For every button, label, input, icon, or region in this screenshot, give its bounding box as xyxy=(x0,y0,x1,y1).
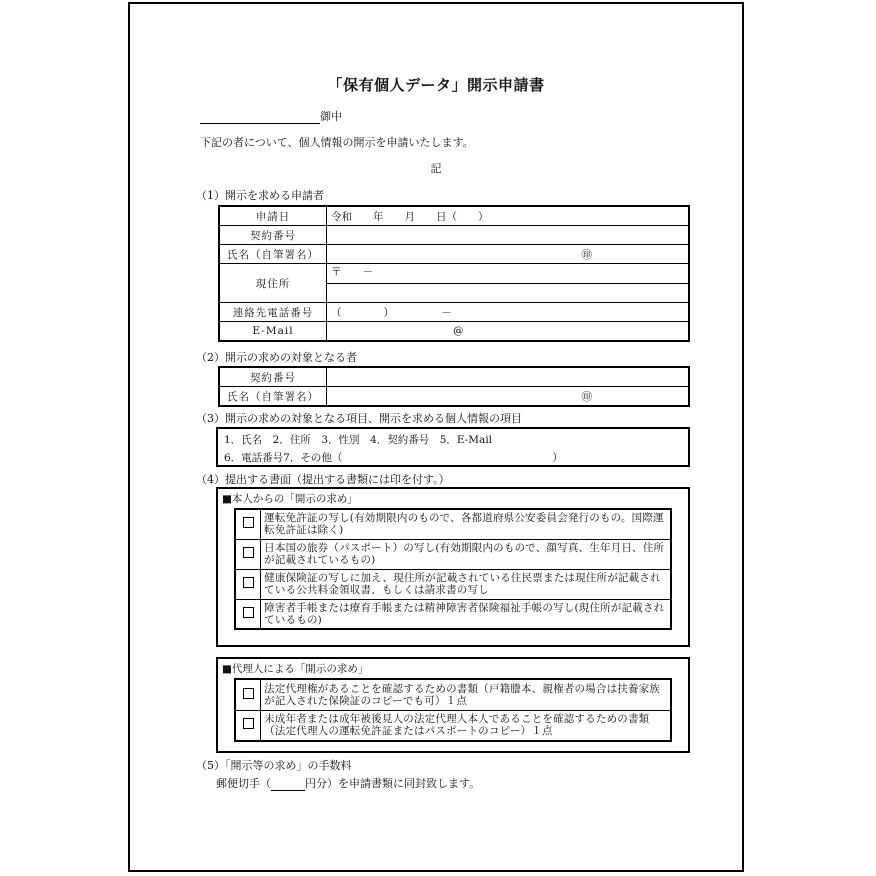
item-text: 運転免許証の写し(有効期限内のもので、各都道府県公安委員会発行のもの。国際運転免許証は除く) xyxy=(261,509,671,539)
list-item xyxy=(235,679,671,710)
seal-mark: ㊞ xyxy=(581,390,592,403)
checkbox-icon xyxy=(243,547,254,558)
ki-heading: 記 xyxy=(430,162,442,175)
form-page xyxy=(128,2,744,872)
item-text: 障害者手帳または療育手帳または精神障害者保険福祉手帳の写し(現住所が記載されているもの) xyxy=(261,599,671,629)
list-item xyxy=(235,710,671,741)
items-line2[interactable]: 6．電話番号7．その他（ ） xyxy=(224,452,563,464)
items-box xyxy=(216,427,690,467)
list-item xyxy=(235,539,671,569)
section3-heading: （3）開示の求めの対象となる項目、開示を求める個人情報の項目 xyxy=(196,412,522,425)
name-field[interactable] xyxy=(327,245,690,264)
subject-contract-label: 契約番号 xyxy=(219,367,327,387)
postal-field[interactable]: 〒 － xyxy=(327,264,690,284)
item-text: 健康保険証の写しに加え、現住所が記載されている住民票または現住所が記載されている公共料金領収書、もしくは請求書の写し xyxy=(261,569,671,599)
intro-text: 下記の者について、個人情報の開示を申請いたします。 xyxy=(200,136,474,149)
agent-request-box xyxy=(216,657,690,753)
agent-request-heading: ■代理人による「開示の求め」 xyxy=(222,663,369,675)
addressee-blank[interactable] xyxy=(200,111,320,124)
application-date-field[interactable]: 令和 年 月 日（ ） xyxy=(327,206,690,226)
subject-name-field[interactable] xyxy=(327,387,690,407)
item-text: 法定代理権があることを確認するための書類（戸籍謄本、親権者の場合は扶養家族が記入された保険証のコピーでも可）１点 xyxy=(261,679,671,710)
section4-heading: （4）提出する書面（提出する書類には印を付す。） xyxy=(196,473,450,486)
checkbox-icon xyxy=(243,718,254,729)
addressee-line xyxy=(200,108,342,124)
list-item xyxy=(235,599,671,629)
email-field[interactable]: @ xyxy=(327,322,690,342)
checkbox-icon xyxy=(243,517,254,528)
name-label: 氏名（自筆署名） xyxy=(219,245,327,264)
email-label: E-Mail xyxy=(219,322,327,342)
self-request-heading: ■本人からの「開示の求め」 xyxy=(222,493,358,505)
items-line1: 1．氏名 2．住所 3．性別 4．契約番号 5．E-Mail xyxy=(224,434,493,446)
section1-heading: （1）開示を求める申請者 xyxy=(196,189,324,202)
contract-number-label: 契約番号 xyxy=(219,226,327,245)
checkbox-icon xyxy=(243,688,254,699)
section5-heading: （5）「開示等の求め」の手数料 xyxy=(196,759,352,772)
item-text: 未成年者または成年被後見人の法定代理人本人であることを確認するための書類（法定代理人の運転免許証またはパスポートのコピー）１点 xyxy=(261,710,671,741)
applicant-table xyxy=(218,205,690,342)
address-label: 現住所 xyxy=(219,264,327,303)
subject-contract-field[interactable] xyxy=(327,367,690,387)
section2-heading: （2）開示の求めの対象となる者 xyxy=(196,351,357,364)
list-item xyxy=(235,569,671,599)
page-title: 「保有個人データ」開示申請書 xyxy=(327,76,545,94)
fee-suffix: 円分）を申請書類に同封致します。 xyxy=(305,777,481,790)
self-request-box xyxy=(216,487,690,647)
phone-field[interactable]: （ ） － xyxy=(327,303,690,322)
application-date-label: 申請日 xyxy=(219,206,327,226)
fee-amount-blank[interactable] xyxy=(271,779,305,791)
agent-request-list xyxy=(234,678,672,742)
checkbox-icon xyxy=(243,577,254,588)
address-field[interactable] xyxy=(327,283,690,303)
checkbox[interactable] xyxy=(235,509,261,539)
list-item xyxy=(235,509,671,539)
checkbox[interactable] xyxy=(235,710,261,741)
checkbox[interactable] xyxy=(235,679,261,710)
self-request-list xyxy=(234,508,672,630)
checkbox[interactable] xyxy=(235,539,261,569)
checkbox[interactable] xyxy=(235,599,261,629)
checkbox[interactable] xyxy=(235,569,261,599)
addressee-suffix: 御中 xyxy=(320,110,342,123)
phone-label: 連絡先電話番号 xyxy=(219,303,327,322)
fee-prefix: 郵便切手（ xyxy=(216,777,271,790)
subject-name-label: 氏名（自筆署名） xyxy=(219,387,327,407)
seal-mark: ㊞ xyxy=(581,248,592,261)
subject-table xyxy=(218,366,690,407)
fee-line xyxy=(216,775,480,791)
item-text: 日本国の旅券（パスポート）の写し(有効期限内のもので、顔写真、生年月日、住所が記載されているもの) xyxy=(261,539,671,569)
contract-number-field[interactable] xyxy=(327,226,690,245)
checkbox-icon xyxy=(243,607,254,618)
